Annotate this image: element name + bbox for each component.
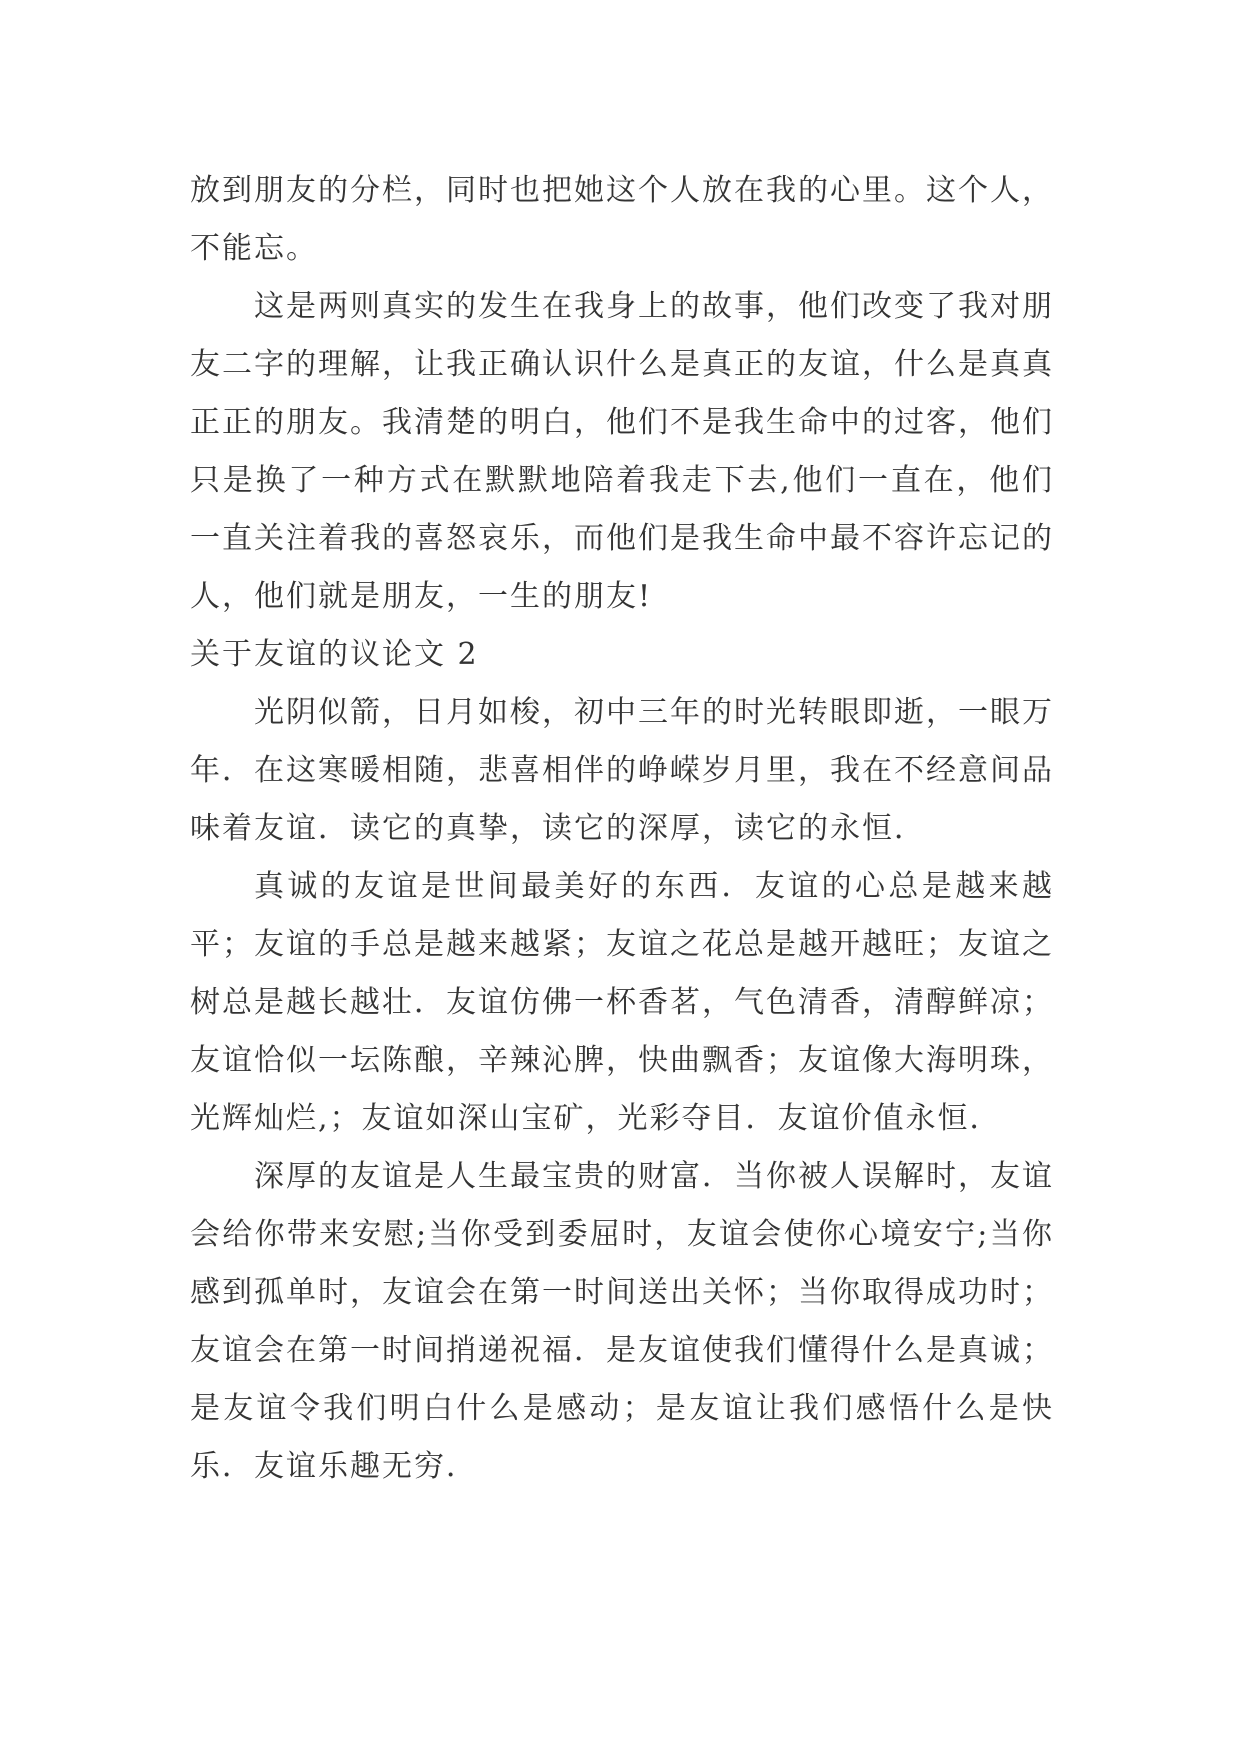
paragraph-continuation: 放到朋友的分栏，同时也把她这个人放在我的心里。这个人，不能忘。 bbox=[190, 173, 1054, 266]
section-title: 关于友谊的议论文 2 bbox=[190, 637, 479, 672]
paragraph-intro: 光阴似箭，日月如梭，初中三年的时光转眼即逝，一眼万年．在这寒暖相随，悲喜相伴的峥嵘岁月里，我在不经意间品味着友谊．读它的真挚，读它的深厚，读它的永恒． bbox=[190, 695, 1054, 846]
paragraph-stories: 这是两则真实的发生在我身上的故事，他们改变了我对朋友二字的理解，让我正确认识什么是真正的友谊，什么是真真正正的朋友。我清楚的明白，他们不是我生命中的过客，他们只是换了一种方式在默默地陪着我走下去,他们一直在，他们一直关注着我的喜怒哀乐，而他们是我生命中最不容许忘记的人，他们就是朋友，一生的朋友! bbox=[190, 289, 1054, 614]
document-body bbox=[190, 162, 1054, 1496]
paragraph-sincere-friendship: 真诚的友谊是世间最美好的东西．友谊的心总是越来越平；友谊的手总是越来越紧；友谊之花总是越开越旺；友谊之树总是越长越壮．友谊仿佛一杯香茗，气色清香，清醇鲜凉；友谊恰似一坛陈酿，辛辣沁脾，快曲飘香；友谊像大海明珠，光辉灿烂,；友谊如深山宝矿，光彩夺目．友谊价值永恒． bbox=[190, 869, 1054, 1136]
paragraph-deep-friendship: 深厚的友谊是人生最宝贵的财富．当你被人误解时，友谊会给你带来安慰;当你受到委屈时，友谊会使你心境安宁;当你感到孤单时，友谊会在第一时间送出关怀；当你取得成功时；友谊会在第一时间捎递祝福．是友谊使我们懂得什么是真诚；是友谊令我们明白什么是感动；是友谊让我们感悟什么是快乐．友谊乐趣无穷． bbox=[190, 1159, 1054, 1484]
